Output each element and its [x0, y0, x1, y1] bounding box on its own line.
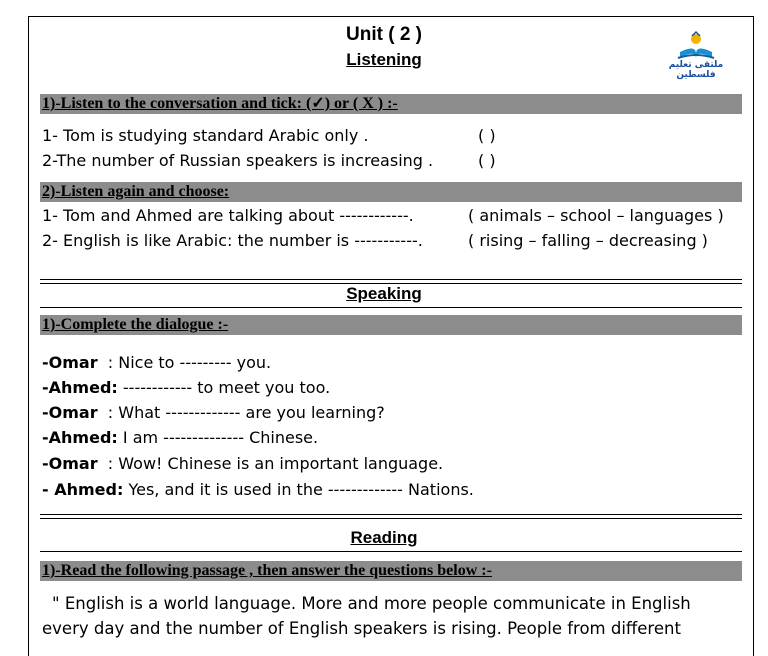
passage-line: every day and the number of English speakers is rising. People from different: [42, 619, 681, 638]
dialogue-line: -Ahmed: ------------ to meet you too.: [42, 378, 331, 397]
reading-heading: 1)-Read the following passage , then answer the questions below :-: [42, 562, 492, 579]
listening-part1-header: [40, 94, 742, 114]
speaking-heading: 1)-Complete the dialogue :-: [42, 316, 229, 333]
book-logo-icon: [658, 30, 734, 62]
reading-title: Reading: [350, 528, 418, 547]
dialogue-line: -Omar : What ------------- are you learning?: [42, 403, 385, 422]
reading-header: [40, 561, 742, 581]
section-divider: [40, 514, 742, 519]
dialogue-line: -Ahmed: I am -------------- Chinese.: [42, 428, 319, 447]
dialogue-line: -Omar : Nice to --------- you.: [42, 353, 272, 372]
dialogue-line: - Ahmed: Yes, and it is used in the ------------- Nations.: [42, 480, 474, 499]
divider: [40, 307, 742, 308]
speaking-header: [40, 315, 742, 335]
listening-item-2: 2-The number of Russian speakers is increasing .: [42, 151, 434, 170]
dialogue-line: -Omar : Wow! Chinese is an important language.: [42, 454, 444, 473]
choose-item-2-options: ( rising – falling – decreasing ): [468, 231, 708, 250]
logo-text: ملتقى تعليم فلسطين: [668, 60, 724, 80]
listening-part1-heading: 1)-Listen to the conversation and tick: (✓) or ( X ) :-: [42, 95, 398, 112]
choose-item-1: 1- Tom and Ahmed are talking about ------------.: [42, 206, 414, 225]
speaking-title: Speaking: [346, 284, 422, 303]
listening-item-1-blank: ( ): [478, 126, 496, 145]
listening-item-2-blank: ( ): [478, 151, 496, 170]
listening-part2-header: [40, 182, 742, 202]
unit-title: Unit ( 2 ): [346, 24, 422, 45]
listening-title: Listening: [346, 50, 422, 69]
divider: [40, 551, 742, 552]
choose-item-1-options: ( animals – school – languages ): [468, 206, 724, 225]
logo: [658, 30, 734, 80]
passage-line: " English is a world language. More and more people communicate in English: [52, 594, 691, 613]
choose-item-2: 2- English is like Arabic: the number is -----------.: [42, 231, 423, 250]
listening-item-1: 1- Tom is studying standard Arabic only .: [42, 126, 369, 145]
listening-part2-heading: 2)-Listen again and choose:: [42, 183, 230, 200]
